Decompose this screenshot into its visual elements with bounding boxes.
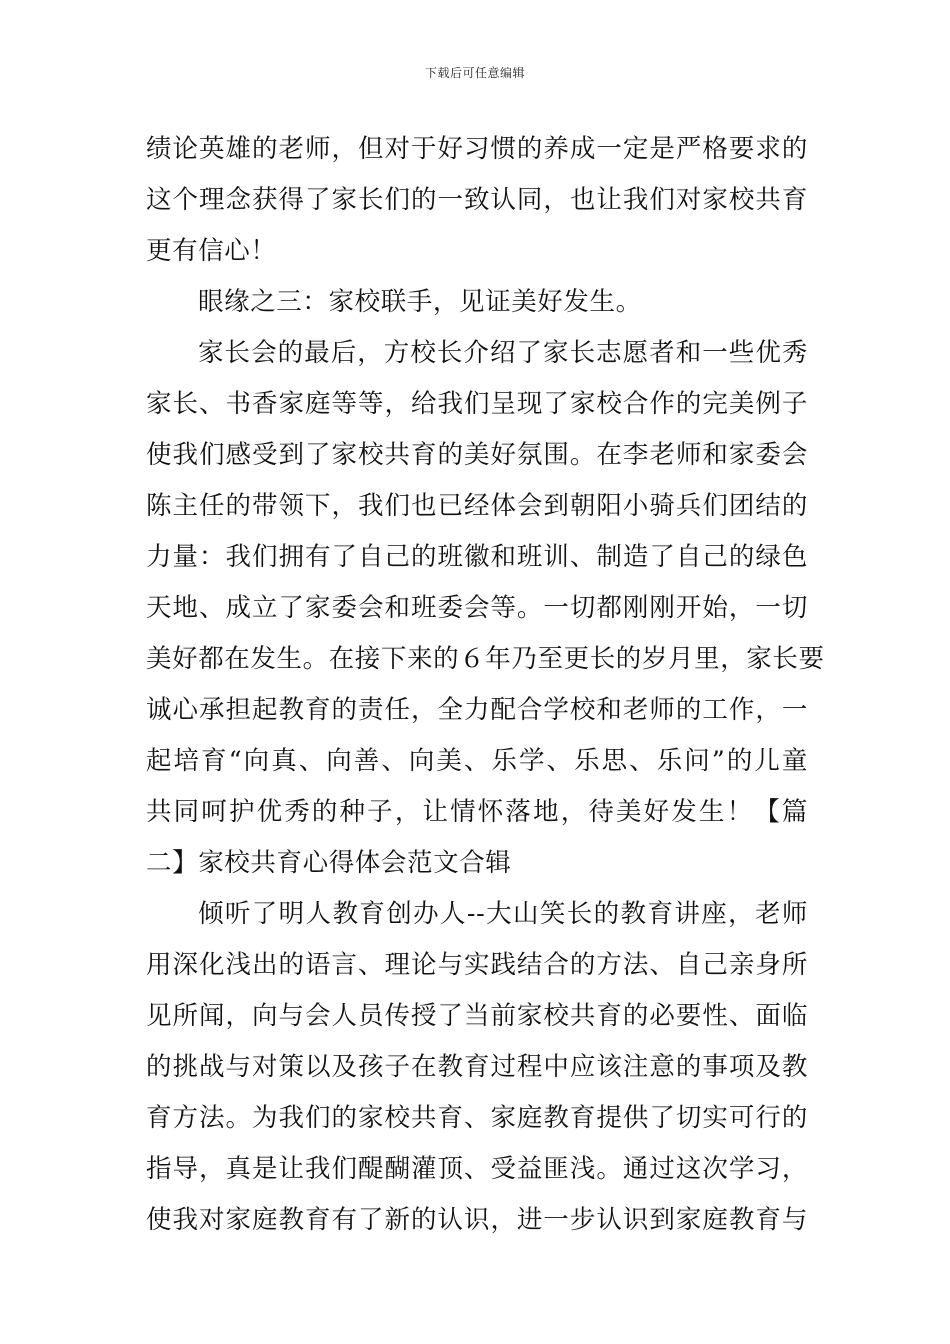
- page-header: 下载后可任意编辑: [424, 66, 525, 80]
- document-body: [146, 124, 825, 1246]
- text-line: 见所闻，向与会人员传授了当前家校共育的必要性、面临: [146, 1001, 808, 1031]
- text-line: 倾听了明人教育创办人--大山笑长的教育讲座，老师: [198, 899, 808, 929]
- text-line: 陈主任的带领下，我们也已经体会到朝阳小骑兵们团结的: [146, 491, 808, 521]
- text-line: 力量：我们拥有了自己的班徽和班训、制造了自己的绿色: [146, 542, 808, 572]
- text-line: 指导，真是让我们醍醐灌顶、受益匪浅。通过这次学习，: [146, 1154, 808, 1184]
- text-line: 家长会的最后，方校长介绍了家长志愿者和一些优秀: [198, 338, 808, 368]
- text-line: 二】家校共育心得体会范文合辑: [146, 848, 512, 878]
- text-line: 这个理念获得了家长们的一致认同，也让我们对家校共育: [146, 185, 808, 215]
- text-line: 更有信心！: [146, 236, 277, 266]
- text-line: 眼缘之三：家校联手，见证美好发生。: [198, 287, 642, 317]
- text-line: 用深化浅出的语言、理论与实践结合的方法、自己亲身所: [146, 950, 808, 980]
- text-line: 诚心承担起教育的责任，全力配合学校和老师的工作，一: [146, 695, 808, 725]
- text-line: 起培育“向真、向善、向美、乐学、乐思、乐问”的儿童: [146, 746, 808, 776]
- text-line: 美好都在发生。在接下来的６年乃至更长的岁月里，家长要: [146, 644, 825, 674]
- text-line: 绩论英雄的老师，但对于好习惯的养成一定是严格要求的: [146, 134, 808, 164]
- text-line: 使我对家庭教育有了新的认识，进一步认识到家庭教育与: [146, 1205, 808, 1235]
- text-line: 育方法。为我们的家校共育、家庭教育提供了切实可行的: [146, 1103, 808, 1133]
- text-line: 的挑战与对策以及孩子在教育过程中应该注意的事项及教: [146, 1052, 808, 1082]
- text-line: 共同呵护优秀的种子，让情怀落地，待美好发生！【篇: [146, 797, 808, 827]
- text-line: 使我们感受到了家校共育的美好氛围。在李老师和家委会: [146, 440, 808, 470]
- text-line: 天地、成立了家委会和班委会等。一切都刚刚开始，一切: [146, 593, 808, 623]
- text-line: 家长、书香家庭等等，给我们呈现了家校合作的完美例子: [146, 389, 808, 419]
